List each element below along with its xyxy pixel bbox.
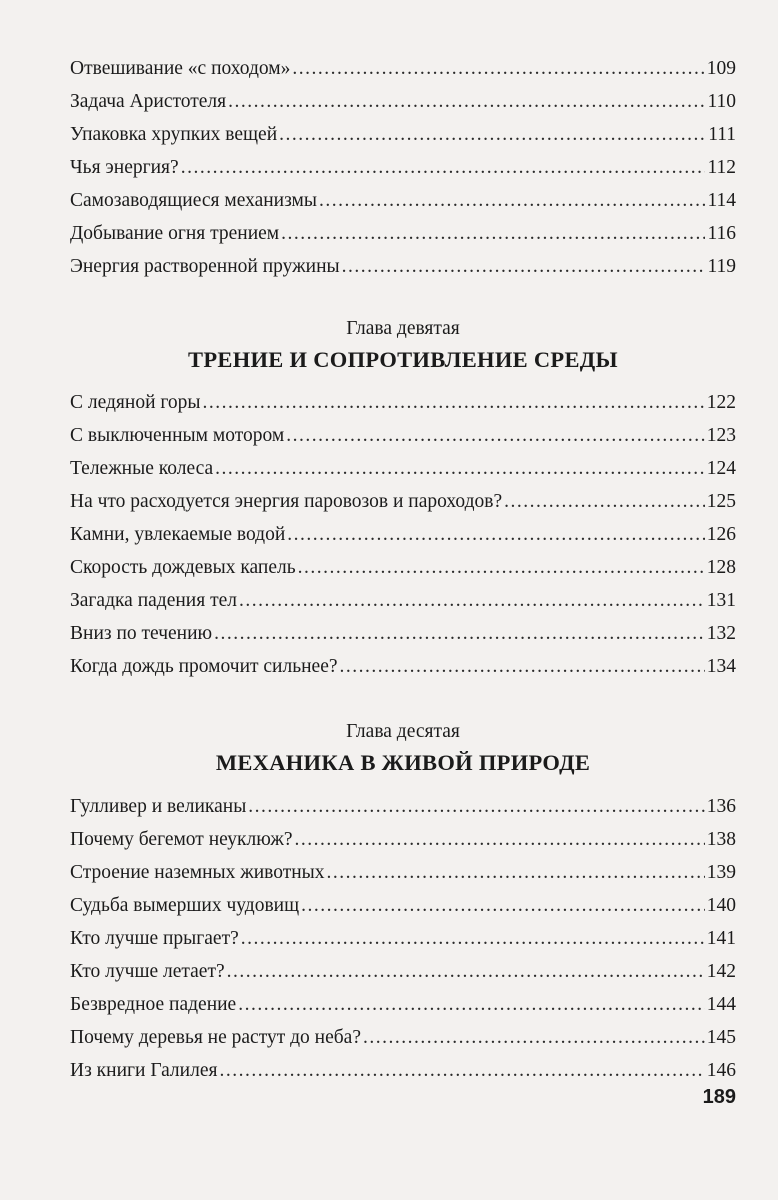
- toc-entry-page: 136: [706, 796, 736, 817]
- toc-entry: [70, 250, 736, 283]
- toc-entry-title: Кто лучше летает?: [70, 961, 225, 982]
- toc-entry: [70, 650, 736, 683]
- toc-entry-page: 142: [706, 961, 736, 982]
- toc-entry: [70, 419, 736, 452]
- toc-leader-dots: [215, 452, 705, 485]
- toc-entry-page: 124: [706, 458, 736, 479]
- chapter-10-title: МЕХАНИКА В ЖИВОЙ ПРИРОДЕ: [215, 750, 591, 775]
- toc-entry-page: 132: [706, 623, 736, 644]
- toc-leader-dots: [342, 250, 706, 283]
- toc-entry-title: Отвешивание «с походом»: [70, 58, 291, 79]
- toc-leader-dots: [227, 955, 705, 988]
- toc-entry-title: Загадка падения тел: [70, 590, 237, 611]
- toc-entry-title: Гулливер и великаны: [70, 796, 247, 817]
- toc-entry-page: 109: [706, 58, 736, 79]
- toc-entry-page: 125: [706, 491, 736, 512]
- toc-entry: [70, 85, 736, 118]
- toc-leader-dots: [228, 85, 705, 118]
- toc-entry-page: 131: [706, 590, 736, 611]
- toc-entry: [70, 518, 736, 551]
- toc-entry-page: 110: [707, 91, 736, 112]
- toc-entry-title: Вниз по течению: [70, 623, 213, 644]
- toc-leader-dots: [279, 118, 706, 151]
- toc-leader-dots: [319, 184, 705, 217]
- toc-entry: [70, 889, 736, 922]
- toc-entry: [70, 790, 736, 823]
- toc-entry-title: Почему бегемот неуклюж?: [70, 829, 293, 850]
- toc-leader-dots: [292, 52, 704, 85]
- toc-entry-title: Безвредное падение: [70, 994, 237, 1015]
- toc-entry: [70, 52, 736, 85]
- toc-entry-title: Самозаводящиеся механизмы: [70, 190, 317, 211]
- toc-entry: [70, 823, 736, 856]
- toc-leader-dots: [294, 823, 704, 856]
- toc-entry: [70, 217, 736, 250]
- toc-entry: [70, 1054, 736, 1087]
- toc-entry-page: 112: [707, 157, 736, 178]
- toc-entry-page: 141: [706, 928, 736, 949]
- toc-entry: [70, 184, 736, 217]
- toc-section-chapter-9: [70, 386, 736, 683]
- toc-entry-title: Чья энергия?: [70, 157, 179, 178]
- toc-entry-title: С ледяной горы: [70, 392, 201, 413]
- chapter-9-title: ТРЕНИЕ И СОПРОТИВЛЕНИЕ СРЕДЫ: [188, 347, 618, 372]
- toc-entry-page: 126: [706, 524, 736, 545]
- toc-entry-page: 114: [707, 190, 736, 211]
- toc-entry-title: Тележные колеса: [70, 458, 214, 479]
- toc-leader-dots: [281, 217, 705, 250]
- toc-leader-dots: [298, 551, 705, 584]
- toc-entry-title: Кто лучше прыгает?: [70, 928, 239, 949]
- toc-entry: [70, 118, 736, 151]
- toc-leader-dots: [504, 485, 705, 518]
- toc-entry-title: На что расходуется энергия паровозов и пароходов?: [70, 491, 503, 512]
- toc-entry-title: Когда дождь промочит сильнее?: [70, 656, 338, 677]
- toc-entry-title: Строение наземных животных: [70, 862, 325, 883]
- toc-section-previous-chapter: [70, 52, 736, 283]
- toc-entry-page: 140: [706, 895, 736, 916]
- toc-leader-dots: [286, 419, 705, 452]
- toc-leader-dots: [181, 151, 706, 184]
- toc-entry: [70, 386, 736, 419]
- toc-entry-page: 119: [707, 256, 736, 277]
- toc-leader-dots: [327, 856, 705, 889]
- toc-leader-dots: [219, 1054, 704, 1087]
- toc-leader-dots: [241, 922, 705, 955]
- toc-entry-page: 111: [708, 124, 736, 145]
- toc-entry: [70, 485, 736, 518]
- toc-entry-title: Энергия растворенной пружины: [70, 256, 340, 277]
- toc-entry: [70, 584, 736, 617]
- toc-entry-page: 138: [706, 829, 736, 850]
- toc-entry-title: Камни, увлекаемые водой: [70, 524, 286, 545]
- toc-entry: [70, 1021, 736, 1054]
- chapter-10-label: Глава десятая: [346, 721, 460, 742]
- toc-entry-page: 134: [706, 656, 736, 677]
- toc-leader-dots: [238, 988, 705, 1021]
- toc-entry-page: 116: [707, 223, 736, 244]
- toc-entry-page: 123: [706, 425, 736, 446]
- toc-leader-dots: [239, 584, 705, 617]
- toc-entry-page: 128: [706, 557, 736, 578]
- toc-entry-title: Добывание огня трением: [70, 223, 280, 244]
- toc-entry: [70, 922, 736, 955]
- toc-entry-title: Задача Аристотеля: [70, 91, 227, 112]
- toc-entry-page: 139: [706, 862, 736, 883]
- toc-entry: [70, 452, 736, 485]
- toc-entry-title: Скорость дождевых капель: [70, 557, 296, 578]
- toc-entry-page: 146: [706, 1060, 736, 1081]
- toc-leader-dots: [363, 1021, 705, 1054]
- toc-leader-dots: [301, 889, 705, 922]
- toc-entry-page: 122: [706, 392, 736, 413]
- toc-entry-title: Судьба вымерших чудовищ: [70, 895, 300, 916]
- toc-entry: [70, 856, 736, 889]
- toc-entry-title: Из книги Галилея: [70, 1060, 218, 1081]
- toc-entry-title: С выключенным мотором: [70, 425, 285, 446]
- toc-entry-page: 144: [706, 994, 736, 1015]
- toc-entry: [70, 551, 736, 584]
- toc-entry-title: Упаковка хрупких вещей: [70, 124, 278, 145]
- chapter-9-label: Глава девятая: [346, 318, 460, 339]
- toc-entry: [70, 955, 736, 988]
- toc-section-chapter-10: [70, 790, 736, 1087]
- toc-entry: [70, 988, 736, 1021]
- toc-leader-dots: [287, 518, 704, 551]
- toc-entry: [70, 151, 736, 184]
- toc-entry: [70, 617, 736, 650]
- toc-entry-page: 145: [706, 1027, 736, 1048]
- toc-leader-dots: [248, 790, 704, 823]
- toc-leader-dots: [214, 617, 705, 650]
- page-number: 189: [702, 1086, 736, 1108]
- toc-leader-dots: [203, 386, 705, 419]
- toc-leader-dots: [340, 650, 705, 683]
- toc-entry-title: Почему деревья не растут до неба?: [70, 1027, 361, 1048]
